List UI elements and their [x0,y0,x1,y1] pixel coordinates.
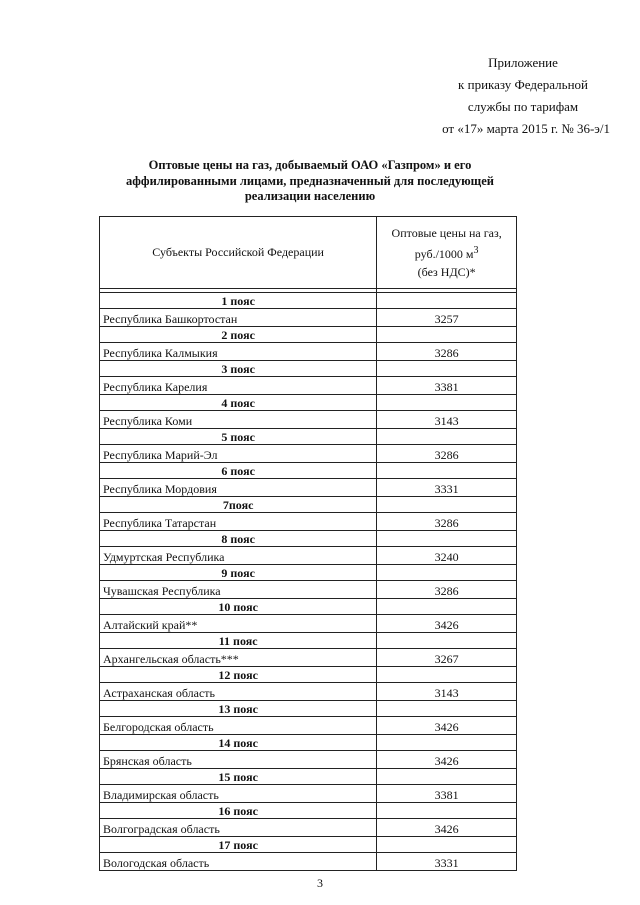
zone-label: 12 пояс [100,667,377,683]
table-row [100,547,517,565]
zone-label: 7пояс [100,497,377,513]
table-row [100,581,517,599]
zone-label: 2 пояс [100,327,377,343]
column-header-price [377,217,517,289]
region-price: 3331 [377,853,517,871]
zone-empty-cell [377,497,517,513]
zone-row [100,769,517,785]
region-price: 3143 [377,683,517,701]
zone-label: 17 пояс [100,837,377,853]
zone-row [100,667,517,683]
table-row [100,683,517,701]
zone-empty-cell [377,837,517,853]
price-header-line: Оптовые цены на газ, [391,226,502,240]
table-row [100,377,517,395]
zone-empty-cell [377,599,517,615]
price-header-unit [380,242,513,263]
region-price: 3426 [377,751,517,769]
region-name: Брянская область [100,751,377,769]
region-name: Республика Калмыкия [100,343,377,361]
region-name: Республика Башкортостан [100,309,377,327]
zone-empty-cell [377,463,517,479]
zone-empty-cell [377,701,517,717]
zone-label: 9 пояс [100,565,377,581]
zone-row [100,837,517,853]
region-name: Белгородская область [100,717,377,735]
table-row [100,343,517,361]
zone-row [100,361,517,377]
zone-label: 16 пояс [100,803,377,819]
price-table [99,216,517,871]
region-price: 3426 [377,615,517,633]
region-price: 3426 [377,819,517,837]
zone-label: 4 пояс [100,395,377,411]
table-row [100,309,517,327]
region-price: 3286 [377,513,517,531]
zone-row [100,735,517,751]
price-header-unit-sup: 3 [473,245,479,256]
document-title: Оптовые цены на газ, добываемый ОАО «Газпром» и его аффилированными лицами, предназначенный для последующей реализации населению [126,158,494,203]
zone-empty-cell [377,769,517,785]
zone-empty-cell [377,667,517,683]
region-name: Владимирская область [100,785,377,803]
zone-empty-cell [377,633,517,649]
zone-empty-cell [377,565,517,581]
zone-row [100,429,517,445]
table-row [100,411,517,429]
table-row [100,445,517,463]
zone-label: 8 пояс [100,531,377,547]
region-name: Вологодская область [100,853,377,871]
region-name: Республика Мордовия [100,479,377,497]
zone-row [100,497,517,513]
table-row [100,785,517,803]
table-row [100,615,517,633]
zone-label: 13 пояс [100,701,377,717]
zone-row [100,327,517,343]
zone-empty-cell [377,735,517,751]
zone-label: 5 пояс [100,429,377,445]
region-name: Республика Коми [100,411,377,429]
region-price: 3240 [377,547,517,565]
zone-row [100,803,517,819]
price-header-unit-text: руб./1000 м [414,247,474,261]
price-header-line: (без НДС)* [417,265,476,279]
zone-label: 3 пояс [100,361,377,377]
table-row [100,853,517,871]
page-number: 3 [317,876,323,890]
table-row [100,513,517,531]
appendix-line: к приказу Федеральной [458,77,588,92]
zone-empty-cell [377,327,517,343]
zone-label: 6 пояс [100,463,377,479]
order-reference: от «17» марта 2015 г. № 36-э/1 [442,121,610,136]
zone-row [100,395,517,411]
region-price: 3286 [377,445,517,463]
region-name: Удмуртская Республика [100,547,377,565]
region-price: 3143 [377,411,517,429]
region-name: Республика Марий-Эл [100,445,377,463]
table-row [100,751,517,769]
zone-label: 15 пояс [100,769,377,785]
zone-row [100,599,517,615]
region-name: Волгоградская область [100,819,377,837]
zone-label: 1 пояс [100,293,377,309]
zone-row [100,463,517,479]
zone-row [100,293,517,309]
region-name: Астраханская область [100,683,377,701]
table-row [100,649,517,667]
zone-empty-cell [377,293,517,309]
zone-row [100,633,517,649]
region-price: 3257 [377,309,517,327]
zone-empty-cell [377,531,517,547]
zone-empty-cell [377,361,517,377]
region-name: Чувашская Республика [100,581,377,599]
table-row [100,479,517,497]
region-name: Республика Татарстан [100,513,377,531]
table-row [100,819,517,837]
zone-label: 11 пояс [100,633,377,649]
region-name: Алтайский край** [100,615,377,633]
zone-row [100,531,517,547]
zone-empty-cell [377,395,517,411]
region-price: 3286 [377,581,517,599]
appendix-line: Приложение [488,55,558,70]
zone-row [100,565,517,581]
zone-row [100,701,517,717]
zone-label: 14 пояс [100,735,377,751]
region-price: 3426 [377,717,517,735]
price-table-body [100,293,517,871]
appendix-line: службы по тарифам [467,99,579,114]
column-header-subjects: Субъекты Российской Федерации [100,217,377,289]
appendix-header [458,52,588,118]
zone-empty-cell [377,429,517,445]
region-price: 3267 [377,649,517,667]
region-price: 3331 [377,479,517,497]
zone-label: 10 пояс [100,599,377,615]
zone-empty-cell [377,803,517,819]
region-price: 3381 [377,785,517,803]
table-row [100,717,517,735]
region-price: 3286 [377,343,517,361]
region-name: Архангельская область*** [100,649,377,667]
region-price: 3381 [377,377,517,395]
region-name: Республика Карелия [100,377,377,395]
